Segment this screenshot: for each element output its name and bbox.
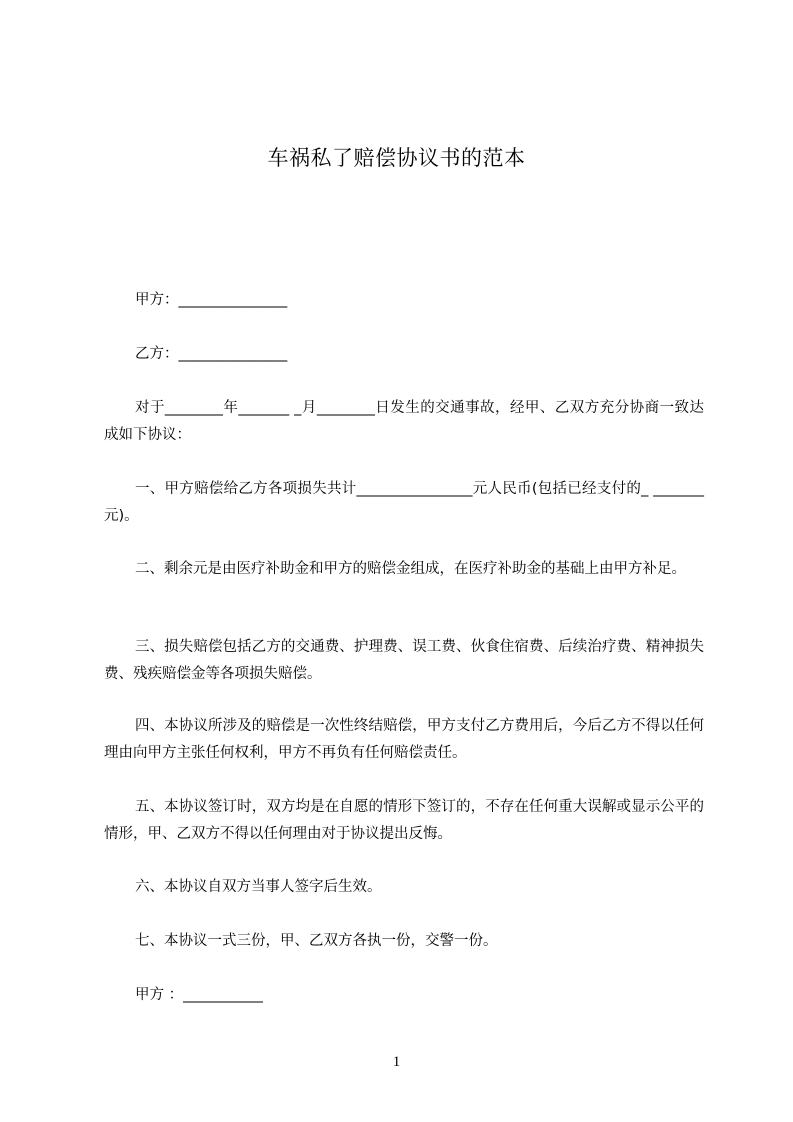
page-number: 1 bbox=[392, 1054, 401, 1070]
party-b-line: 乙方：_______________ bbox=[135, 346, 288, 362]
paragraph-clause-5: 五、本协议签订时，双方均是在自愿的情形下签订的，不存在任何重大误解或显示公平的情形，甲、乙双方不得以任何理由对于协议提出反悔。 bbox=[104, 799, 704, 842]
paragraph-clause-6: 六、本协议自双方当事人签字后生效。 bbox=[135, 879, 382, 895]
paragraph-clause-1: 一、甲方赔偿给乙方各项损失共计________________元人民币(包括已经支付的_ _______元)。 bbox=[104, 481, 704, 524]
paragraph-clause-7: 七、本协议一式三份，甲、乙双方各执一份，交警一份。 bbox=[135, 933, 498, 949]
signature-line: 甲方 ：___________ bbox=[135, 987, 263, 1003]
document-title: 车祸私了赔偿协议书的范本 bbox=[267, 146, 526, 170]
paragraph-clause-4: 四、本协议所涉及的赔偿是一次性终结赔偿，甲方支付乙方费用后，今后乙方不得以任何理由向甲方主张任何权利，甲方不再负有任何赔偿责任。 bbox=[104, 718, 704, 761]
party-a-line: 甲方：_______________ bbox=[135, 292, 288, 308]
paragraph-clause-2: 二、剩余元是由医疗补助金和甲方的赔偿金组成，在医疗补助金的基础上由甲方补足。 bbox=[135, 561, 686, 577]
paragraph-accident-intro: 对于________年_______ _月________日发生的交通事故，经甲、乙双方充分协商一致达成如下协议： bbox=[104, 400, 704, 443]
paragraph-clause-3: 三、损失赔偿包括乙方的交通费、护理费、误工费、伙食住宿费、后续治疗费、精神损失费、残疾赔偿金等各项损失赔偿。 bbox=[104, 639, 704, 682]
